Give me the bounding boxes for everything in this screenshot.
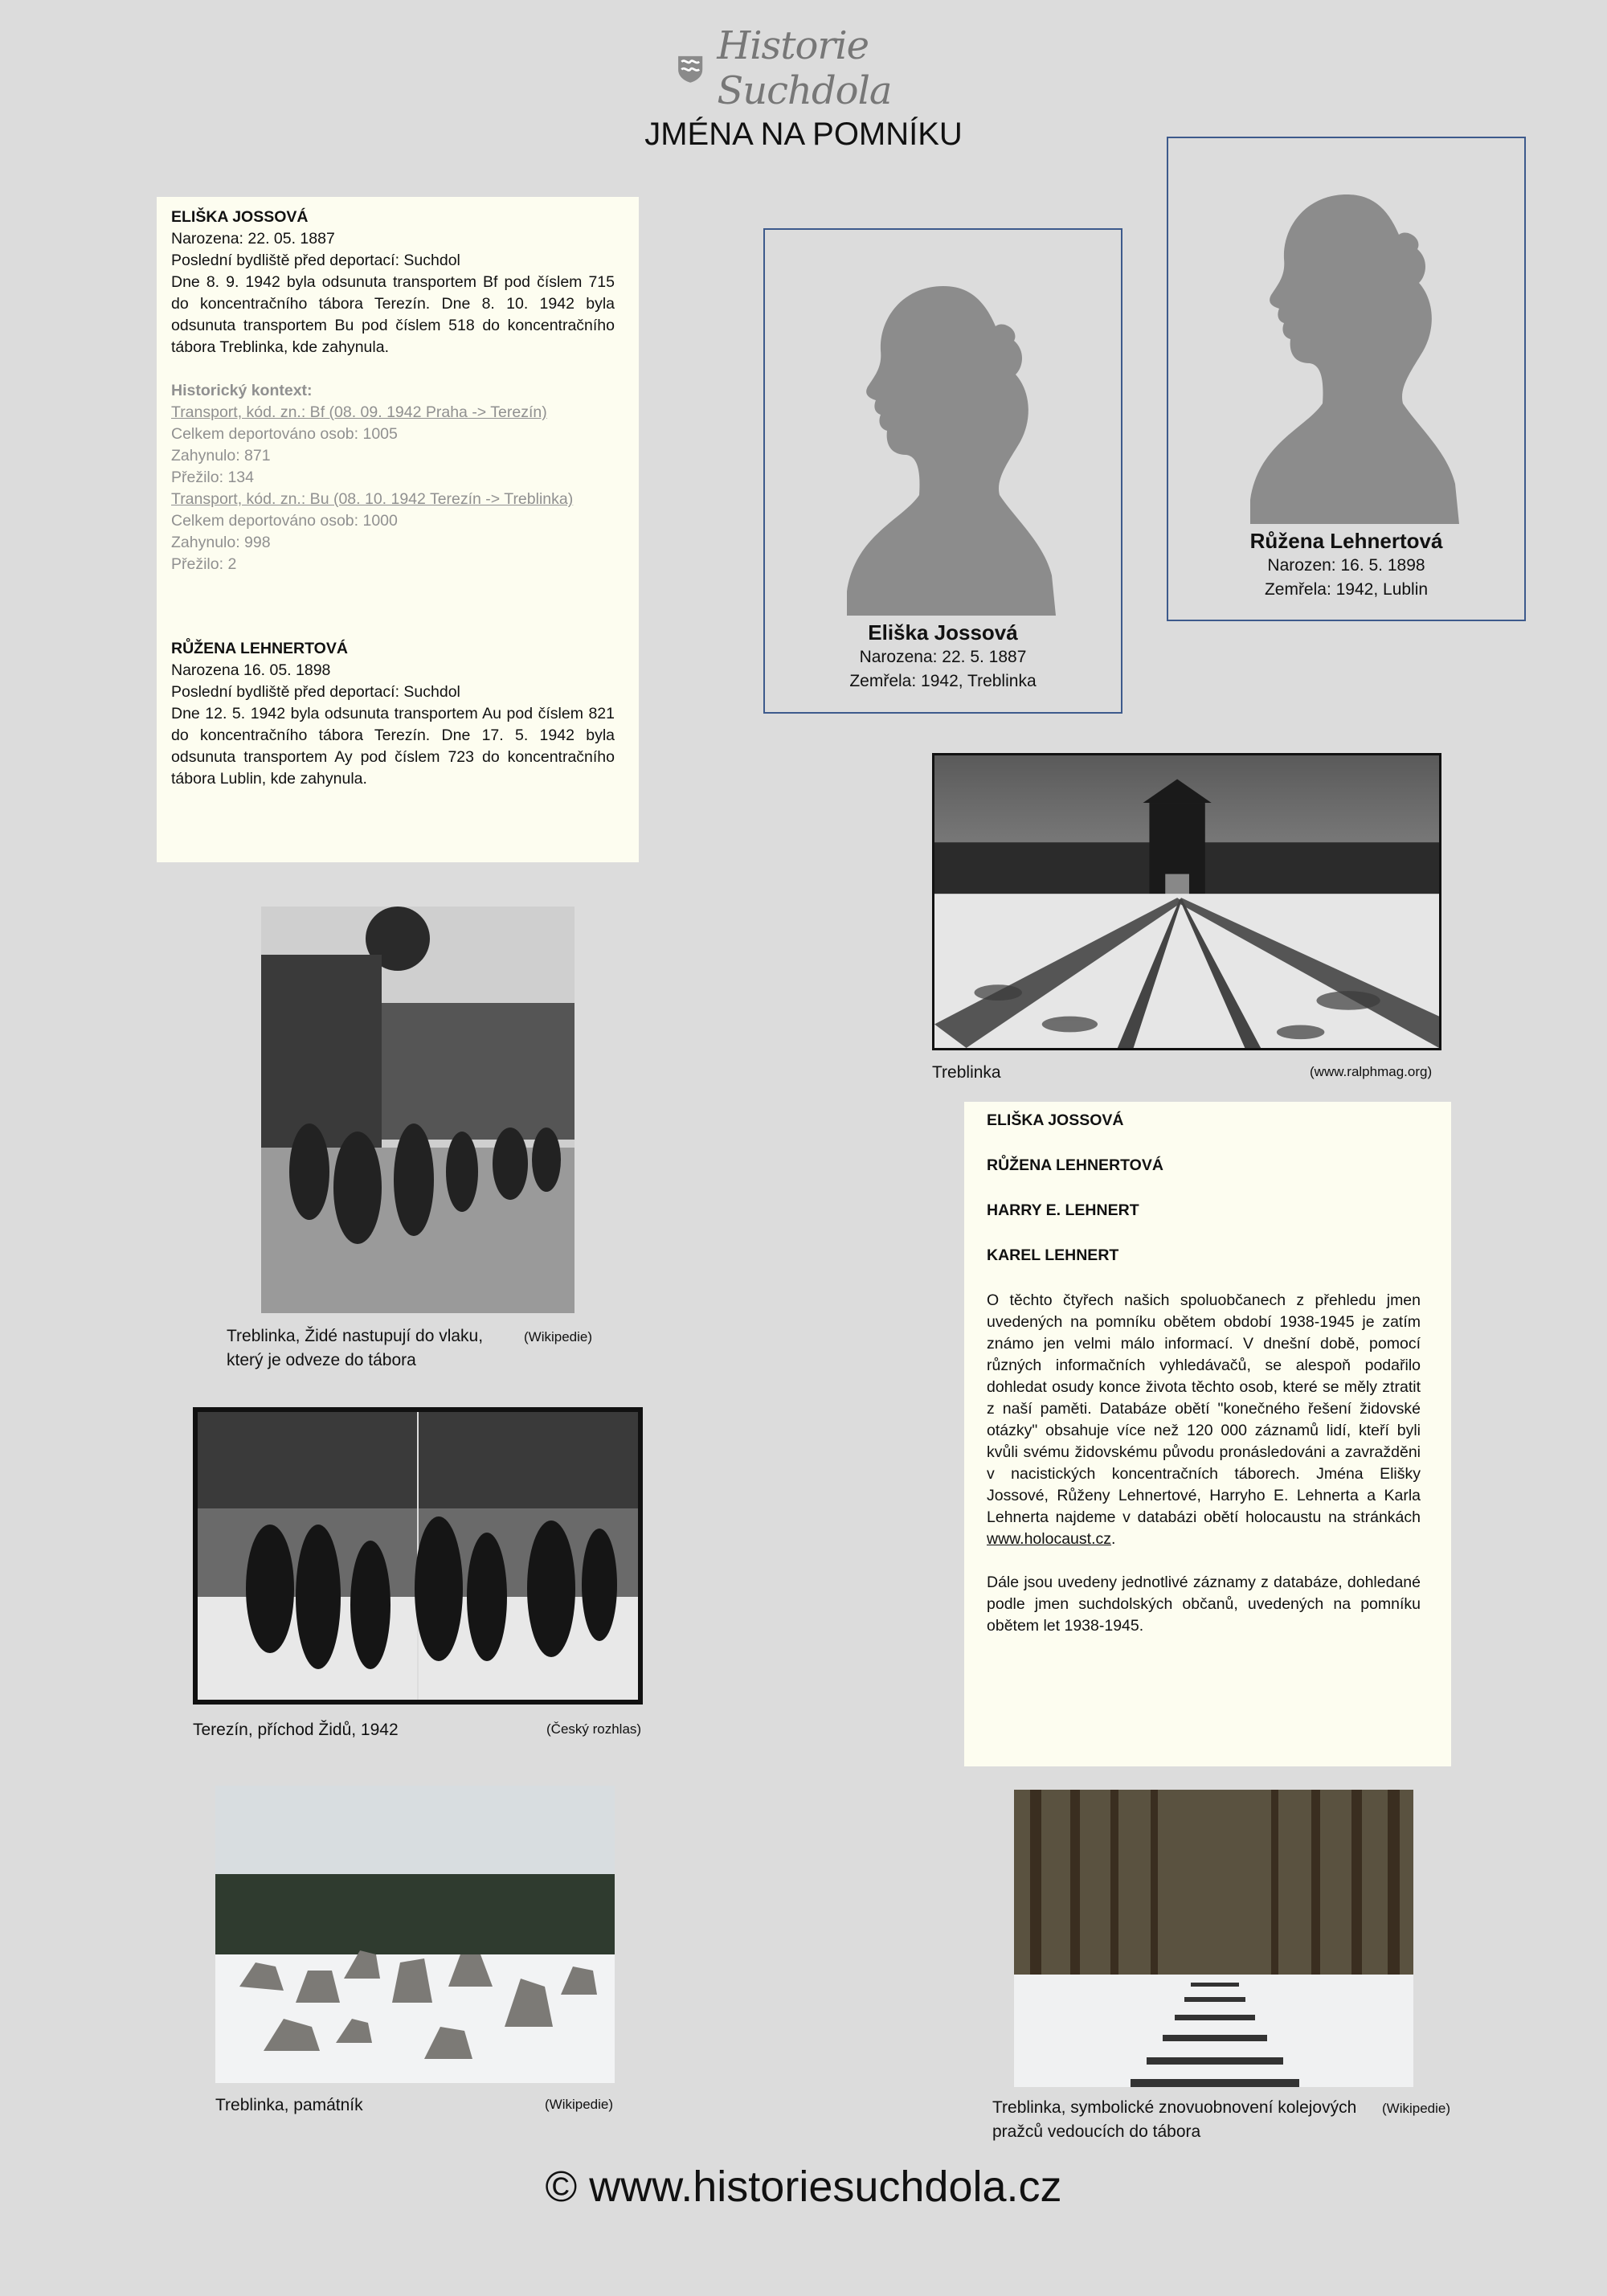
summary-name-4: KAREL LEHNERT xyxy=(987,1246,1119,1264)
eliska-text: Dne 8. 9. 1942 byla odsunuta transportem Bf pod číslem 715 do koncentračního tábora Terezín. Dne 8. 10. 1942 byla odsunuta transportem Bu pod číslem 518 do koncentračního tábora Treblinka, kde zahynula. xyxy=(171,273,615,356)
summary-paragraph-1: O těchto čtyřech našich spoluobčanech z přehledu jmen uvedených na pomníku obětem období 1938-1945 je zatím známo jen velmi málo informací. V dnešní době, pomocí různých informačních vyhledávačů, se alespoň podařilo dohledat osudy konce života těchto osob, které se měly ztratit z naší paměti. Databáze obětí "konečného řešení židovské otázky" obsahuje více než 120 000 záznamů lidí, kteří byli kvůli svému židovskému původu pronásledováni a zavražděni v nacistických koncentračních táborech. Jména Elišky Jossové, Růženy Lehnertové, Harryho E. Lehnerta a Karla Lehnerta najdeme v databázi obětí holocaustu na stránkách www.holocaust.cz. xyxy=(987,1291,1421,1548)
card-eliska-died: Zemřela: 1942, Treblinka xyxy=(849,672,1037,690)
caption-forest-line2: pražců vedoucích do tábora xyxy=(992,2122,1201,2141)
source-terezin: (Český rozhlas) xyxy=(546,1721,642,1737)
summary-paragraph-1-text: O těchto čtyřech našich spoluobčanech z přehledu jmen uvedených na pomníku obětem období 1938-1945 je zatím známo jen velmi málo informací. V dnešní době, pomocí různých informačních vyhledávačů, se alespoň podařilo dohledat osudy konce života těchto osob, které se měly ztratit z naší paměti. Databáze obětí "konečného řešení židovské otázky" obsahuje více než 120 000 záznamů lidí, kteří byli kvůli svému židovskému původu pronásledováni a zavražděni v nacistických koncentračních táborech. Jména Elišky Jossové, Růženy Lehnertové, Harryho E. Lehnerta a Karla Lehnerta najdeme v databázi obětí holocaustu na stránkách xyxy=(987,1291,1421,1526)
summary-name-2: RŮŽENA LEHNERTOVÁ xyxy=(987,1156,1163,1174)
transport-bu-link[interactable]: Transport, kód. zn.: Bu (08. 10. 1942 Terezín -> Treblinka) xyxy=(171,490,574,508)
source-memorial: (Wikipedie) xyxy=(545,2097,614,2112)
logo-text: Historie Suchdola xyxy=(717,23,892,113)
silhouette-portrait xyxy=(823,254,1064,616)
caption-memorial: Treblinka, památník xyxy=(215,2096,363,2114)
context-heading: Historický kontext: xyxy=(171,382,313,399)
biography-box xyxy=(157,197,639,862)
summary-box xyxy=(964,1102,1451,1766)
card-eliska-born: Narozena: 22. 5. 1887 xyxy=(859,648,1027,666)
ruzena-born: Narozena 16. 05. 1898 xyxy=(171,661,331,679)
transport-bu-survived: Přežilo: 2 xyxy=(171,555,237,573)
summary-paragraph-2: Dále jsou uvedeny jednotlivé záznamy z databáze, dohledané podle jmen suchdolských občanů, uvedených na pomníku obětem let 1938-1945. xyxy=(987,1574,1421,1635)
summary-name-3: HARRY E. LEHNERT xyxy=(987,1201,1139,1219)
photo-treblinka-forest xyxy=(1014,1790,1413,2087)
coat-of-arms-icon xyxy=(675,46,705,91)
transport-bu-deported: Celkem deportováno osob: 1000 xyxy=(171,512,398,530)
ruzena-text: Dne 12. 5. 1942 byla odsunuta transportem Au pod číslem 821 do koncentračního tábora Terezín. Dne 17. 5. 1942 byla odsunuta transportem Ay pod číslem 723 do koncentračního tábora Lublin, kde zahynula. xyxy=(171,705,615,788)
photo-terezin-arrival xyxy=(193,1407,643,1705)
site-logo xyxy=(675,23,948,113)
caption-treblinka-camp: Treblinka xyxy=(932,1063,1001,1082)
ruzena-residence: Poslední bydliště před deportací: Suchdol xyxy=(171,683,460,701)
card-ruzena-born: Narozen: 16. 5. 1898 xyxy=(1267,556,1425,575)
source-treblinka-camp: (www.ralphmag.org) xyxy=(1310,1064,1433,1079)
photo-train-boarding xyxy=(261,907,575,1313)
source-train: (Wikipedie) xyxy=(524,1329,593,1344)
transport-bf-deported: Celkem deportováno osob: 1005 xyxy=(171,425,398,443)
eliska-residence: Poslední bydliště před deportací: Suchdol xyxy=(171,252,460,269)
caption-forest-line1: Treblinka, symbolické znovuobnovení kolejových xyxy=(992,2098,1357,2117)
summary-name-1: ELIŠKA JOSSOVÁ xyxy=(987,1111,1124,1129)
holocaust-link[interactable]: www.holocaust.cz xyxy=(987,1530,1111,1548)
transport-bf-died: Zahynulo: 871 xyxy=(171,447,271,465)
source-forest: (Wikipedie) xyxy=(1382,2101,1451,2116)
caption-train-line2: který je odveze do tábora xyxy=(227,1351,416,1369)
photo-treblinka-memorial xyxy=(215,1786,615,2083)
footer-copyright[interactable]: © www.historiesuchdola.cz xyxy=(545,2163,1062,2211)
caption-train-line1: Treblinka, Židé nastupují do vlaku, xyxy=(227,1327,484,1345)
card-ruzena-name: Růžena Lehnertová xyxy=(1249,529,1443,553)
caption-terezin: Terezín, příchod Židů, 1942 xyxy=(193,1721,399,1739)
page-title: JMÉNA NA POMNÍKU xyxy=(644,117,963,152)
transport-bf-survived: Přežilo: 134 xyxy=(171,469,254,486)
photo-treblinka-camp xyxy=(932,753,1441,1050)
transport-bu-died: Zahynulo: 998 xyxy=(171,534,271,551)
portrait-card-eliska xyxy=(763,228,1122,714)
card-eliska-name: Eliška Jossová xyxy=(868,620,1018,645)
transport-bf-link[interactable]: Transport, kód. zn.: Bf (08. 09. 1942 Praha -> Terezín) xyxy=(171,403,547,421)
ruzena-name: RŮŽENA LEHNERTOVÁ xyxy=(171,640,348,657)
eliska-name: ELIŠKA JOSSOVÁ xyxy=(171,208,309,226)
silhouette-portrait xyxy=(1226,162,1467,524)
card-ruzena-died: Zemřela: 1942, Lublin xyxy=(1264,580,1429,599)
eliska-born: Narozena: 22. 05. 1887 xyxy=(171,230,335,248)
portrait-card-ruzena xyxy=(1167,137,1526,621)
